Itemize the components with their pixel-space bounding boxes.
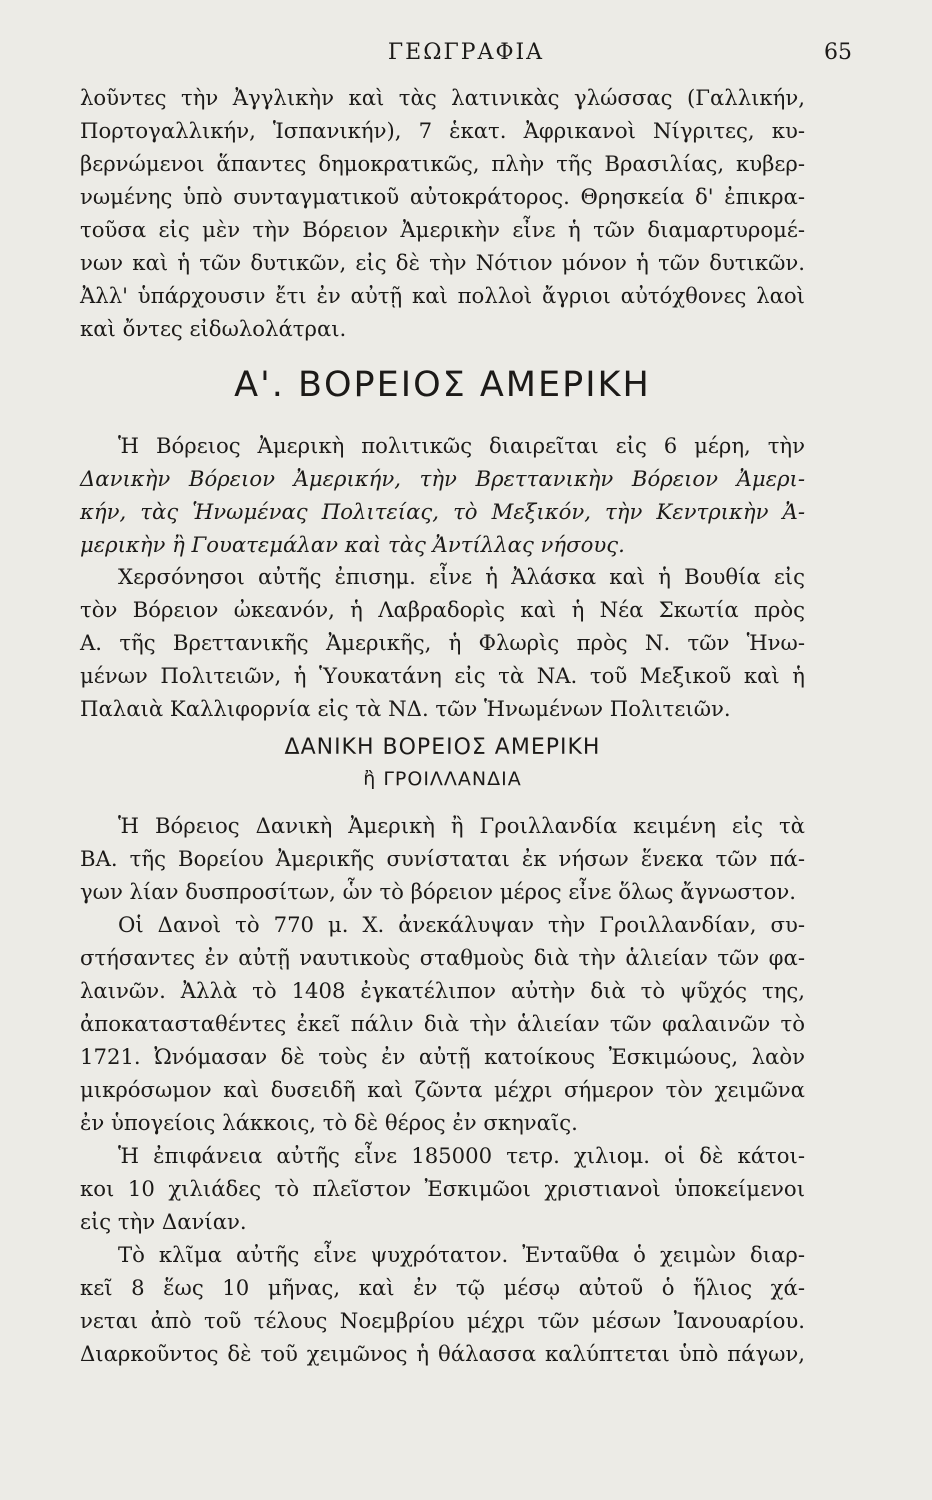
text-line: Παλαιὰ Καλλιφορνία εἰς τὰ ΝΔ. τῶν Ἡνωμένων Πολιτειῶν. xyxy=(80,696,731,721)
text-line: Πορτογαλλικήν, Ἱσπανικήν), 7 ἑκατ. Ἀφρικανοὶ Νίγριτες, κυ- xyxy=(80,118,805,143)
text-line: Διαρκοῦντος δὲ τοῦ χειμῶνος ἡ θάλασσα καλύπτεται ὑπὸ πάγων, xyxy=(80,1341,805,1366)
text-line: τὸν Βόρειον ὠκεανόν, ἡ Λαβραδορὶς καὶ ἡ Νέα Σκωτία πρὸς xyxy=(80,597,805,622)
text-line: τοῦσα εἰς μὲν τὴν Βόρειον Ἀμερικὴν εἶνε ἡ τῶν διαμαρτυρομέ- xyxy=(80,217,805,242)
text-line: μικρόσωμον καὶ δυσειδῆ καὶ ζῶντα μέχρι σήμερον τὸν χειμῶνα xyxy=(80,1077,805,1102)
text-line: κήν, τὰς Ἡνωμένας Πολιτείας, τὸ Μεξικόν, τὴν Κεντρικὴν Ἀ- xyxy=(80,499,805,524)
text-line: γων λίαν δυσπροσίτων, ὧν τὸ βόρειον μέρος εἶνε ὅλως ἄγνωστον. xyxy=(80,879,796,904)
text-line: καὶ ὄντες εἰδωλολάτραι. xyxy=(80,316,347,341)
text-line: Οἱ Δανοὶ τὸ 770 μ. Χ. ἀνεκάλυψαν τὴν Γροιλλανδίαν, συ- xyxy=(118,912,805,937)
text-line: λαινῶν. Ἀλλὰ τὸ 1408 ἐγκατέλιπον αὐτὴν διὰ τὸ ψῦχός της, xyxy=(80,978,805,1003)
text-line: ἀποκατασταθέντες ἐκεῖ πάλιν διὰ τὴν ἁλιείαν τῶν φαλαινῶν τὸ xyxy=(80,1011,805,1036)
text-line: ἐν ὑπογείοις λάκκοις, τὸ δὲ θέρος ἐν σκηναῖς. xyxy=(80,1110,578,1135)
text-line: βερνώμενοι ἅπαντες δημοκρατικῶς, πλὴν τῆς Βρασιλίας, κυβερ- xyxy=(80,151,805,176)
text-line: νεται ἀπὸ τοῦ τέλους Νοεμβρίου μέχρι τῶν μέσων Ἰανουαρίου. xyxy=(80,1308,805,1333)
page-title: ΓΕΩΓΡΑΦΙΑ xyxy=(387,40,545,65)
running-header xyxy=(80,40,852,70)
text-line: Τὸ κλῖμα αὐτῆς εἶνε ψυχρότατον. Ἐνταῦθα ὁ χειμὼν διαρ- xyxy=(118,1242,805,1267)
text-line: μερικὴν ἢ Γουατεμάλαν καὶ τὰς Ἀντίλλας νήσους. xyxy=(80,532,625,557)
text-line: Ἡ ἐπιφάνεια αὐτῆς εἶνε 185000 τετρ. χιλιομ. οἱ δὲ κάτοι- xyxy=(118,1143,805,1168)
text-line: Ἡ Βόρειος Δανικὴ Ἀμερικὴ ἢ Γροιλλανδία κειμένη εἰς τὰ xyxy=(118,813,805,838)
text-line: εἰς τὴν Δανίαν. xyxy=(80,1209,247,1234)
text-line: λοῦντες τὴν Ἀγγλικὴν καὶ τὰς λατινικὰς γλώσσας (Γαλλικήν, xyxy=(80,85,805,110)
text-line: Ἡ Βόρειος Ἀμερικὴ πολιτικῶς διαιρεῖται εἰς 6 μέρη, τὴν xyxy=(118,433,805,458)
text-line: Ἀλλ' ὑπάρχουσιν ἔτι ἐν αὐτῇ καὶ πολλοὶ ἄγριοι αὐτόχθονες λαοὶ xyxy=(80,283,805,308)
text-line: Α. τῆς Βρεττανικῆς Ἀμερικῆς, ἡ Φλωρὶς πρὸς Ν. τῶν Ἡνω- xyxy=(80,630,805,655)
text-line: κοι 10 χιλιάδες τὸ πλεῖστον Ἐσκιμῶοι χριστιανοὶ ὑποκείμενοι xyxy=(80,1176,805,1201)
text-line: νων καὶ ἡ τῶν δυτικῶν, εἰς δὲ τὴν Νότιον μόνον ἡ τῶν δυτικῶν. xyxy=(80,250,805,275)
text-line: κεῖ 8 ἕως 10 μῆνας, καὶ ἐν τῷ μέσῳ αὐτοῦ ὁ ἥλιος χά- xyxy=(80,1275,805,1300)
text-line: Δανικὴν Βόρειον Ἀμερικήν, τὴν Βρεττανικὴν Βόρειον Ἀμερι- xyxy=(80,466,805,491)
subsection-heading: ΔΑΝΙΚΗ ΒΟΡΕΙΟΣ ΑΜΕΡΙΚΗ xyxy=(284,735,601,760)
text-line: μένων Πολιτειῶν, ἡ Ὑουκατάνη εἰς τὰ ΝΑ. τοῦ Μεξικοῦ καὶ ἡ xyxy=(80,663,805,688)
text-line: 1721. Ὠνόμασαν δὲ τοὺς ἐν αὐτῇ κατοίκους Ἐσκιμώους, λαὸν xyxy=(80,1044,805,1069)
text-line: στήσαντες ἐν αὐτῇ ναυτικοὺς σταθμοὺς διὰ τὴν ἁλιείαν τῶν φα- xyxy=(80,945,805,970)
subsection-subheading: ἢ ΓΡΟΙΛΛΑΝΔΙΑ xyxy=(363,768,522,790)
text-line: Χερσόνησοι αὐτῆς ἐπισημ. εἶνε ἡ Ἀλάσκα καὶ ἡ Βουθία εἰς xyxy=(118,564,805,589)
page-number: 65 xyxy=(824,40,852,65)
text-line: νωμένης ὑπὸ συνταγματικοῦ αὐτοκράτορος. Θρησκεία δ' ἐπικρα- xyxy=(80,184,805,209)
section-heading: Α'. ΒΟΡΕΙΟΣ ΑΜΕΡΙΚΗ xyxy=(234,365,651,405)
text-line: ΒΑ. τῆς Βορείου Ἀμερικῆς συνίσταται ἐκ νήσων ἕνεκα τῶν πά- xyxy=(80,846,805,871)
